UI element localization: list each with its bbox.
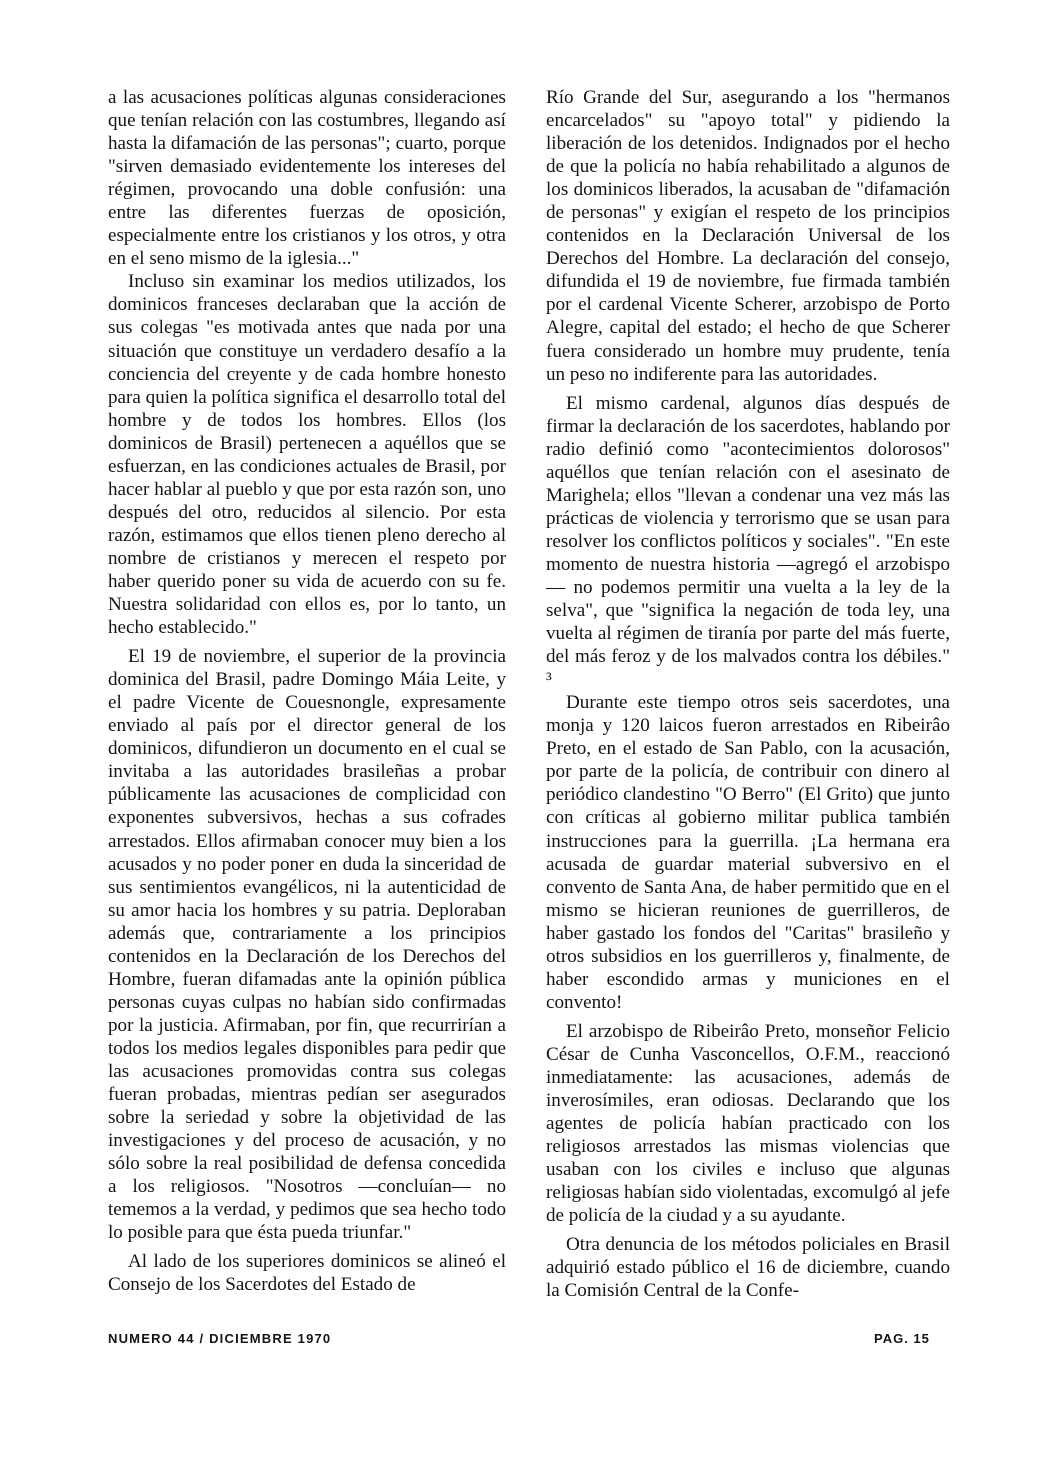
right-paragraph-3: Durante este tiempo otros seis sacerdotes, una monja y 120 laicos fueron arrestados en Ribeirâo Preto, en el estado de San Pablo, con la acusación, por parte de la policía, de contribuir con dinero al periódico clandestino "O Berro" (El Grito) que junto con críticas al gobierno militar publica también instrucciones para la guerrilla. ¡La hermana era acusada de guardar material subversivo en el convento de Santa Ana, de haber permitido que en el mismo se hicieran reuniones de guerrilleros, de haber gastado los fondos del "Caritas" brasileño y otros subsidios en los guerrilleros y, finalmente, de haber escondido armas y municiones en el convento! (546, 692, 950, 1013)
right-paragraph-1: Río Grande del Sur, asegurando a los "hermanos encarcelados" su "apoyo total" y pidiendo la liberación de los detenidos. Indignados por el hecho de que la policía no había rehabilitado a algunos de los dominicos liberados, la acusaban de "difamación de personas" y exigían el respeto de los principios contenidos en la Declaración Universal de los Derechos del Hombre. La declaración del consejo, difundida el 19 de noviembre, fue firmada también por el cardenal Vicente Scherer, arzobispo de Porto Alegre, capital del estado; el hecho de que Scherer fuera considerado un hombre muy prudente, tenía un peso no indiferente para las autoridades. (546, 87, 950, 385)
right-paragraph-2: El mismo cardenal, algunos días después de firmar la declaración de los sacerdotes, hablando por radio definió como "acontecimientos dolorosos" aquéllos que tenían relación con el asesinato de Marighela; ellos "llevan a condenar una vez más las prácticas de violencia y terrorismo que se usan para resolver los conflictos políticos y sociales". "En este momento de nuestra historia —agregó el arzobispo— no podemos permitir una vuelta a la ley de la selva", que "significa la negación de toda ley, una vuelta al régimen de tiranía por parte del más fuerte, del más feroz y de los malvados contra los débiles." ³ (546, 392, 950, 691)
page-number: PAG. 15 (874, 1331, 930, 1346)
right-paragraph-4: El arzobispo de Ribeirâo Preto, monseñor Felicio César de Cunha Vasconcellos, O.F.M., reaccionó inmediatamente: las acusaciones, además de inverosímiles, eran odiosas. Declarando que los agentes de policía habían practicado con los religiosos arrestados las mismas violencias que usaban con los civiles e incluso que algunas religiosas habían sido violentadas, excomulgó al jefe de policía de la ciudad y a su ayudante. (546, 1020, 950, 1227)
left-paragraph-1: a las acusaciones políticas algunas consideraciones que tenían relación con las costumbres, llegando así hasta la difamación de las personas"; cuarto, porque "sirven demasiado evidentemente los intereses del régimen, provocando una doble confusión: una entre las diferentes fuerzas de oposición, especialmente entre los cristianos y los otros, y otra en el seno mismo de la iglesia..." (108, 87, 506, 270)
right-column (546, 86, 950, 1302)
left-paragraph-3: El 19 de noviembre, el superior de la provincia dominica del Brasil, padre Domingo Máia Leite, y el padre Vicente de Couesnongle, expresamente enviado al país por el director general de los dominicos, difundieron un documento en el cual se invitaba a las autoridades brasileñas a probar públicamente las acusaciones de complicidad con exponentes subversivos, hechas a sus cofrades arrestados. Ellos afirmaban conocer muy bien a los acusados y no poder poner en duda la sinceridad de sus sentimientos evangélicos, ni la autenticidad de su amor hacia los hombres y su patria. Deploraban además que, contrariamente a los principios contenidos en la Declaración de los Derechos del Hombre, fueran difamadas ante la opinión pública personas cuyas culpas no habían sido confirmadas por la justicia. Afirmaban, por fin, que recurrirían a todos los medios legales disponibles para pedir que las acusaciones promovidas contra sus colegas fueran probadas, mientras pedían ser asegurados sobre la seriedad y sobre la objetividad de las investigaciones y del proceso de acusación, y no sólo sobre la real posibilidad de defensa concedida a los religiosos. "Nosotros —concluían— no tememos a la verdad, y pedimos que sea hecho todo lo posible para que ésta pueda triunfar." (108, 646, 506, 1244)
right-paragraph-5: Otra denuncia de los métodos policiales en Brasil adquirió estado público el 16 de diciembre, cuando la Comisión Central de la Confe- (546, 1234, 950, 1302)
left-column (108, 86, 506, 1296)
issue-footer: NUMERO 44 / DICIEMBRE 1970 (108, 1331, 332, 1346)
left-paragraph-2: Incluso sin examinar los medios utilizados, los dominicos franceses declaraban que la acción de sus colegas "es motivada antes que nada por una situación que constituye un verdadero desafío a la conciencia del creyente y de cada hombre honesto para quien la política significa el desarrollo total del hombre y de todos los hombres. Ellos (los dominicos de Brasil) pertenecen a aquéllos que se esfuerzan, en las condiciones actuales de Brasil, por hacer hablar al pueblo y que por esta razón son, uno después del otro, reducidos al silencio. Por esta razón, estimamos que ellos tienen pleno derecho al nombre de cristianos y merecen el respeto por haber querido poner su vida de acuerdo con su fe. Nuestra solidaridad con ellos es, por lo tanto, un hecho establecido." (108, 271, 506, 639)
left-paragraph-4: Al lado de los superiores dominicos se alineó el Consejo de los Sacerdotes del Estado de (108, 1251, 506, 1296)
